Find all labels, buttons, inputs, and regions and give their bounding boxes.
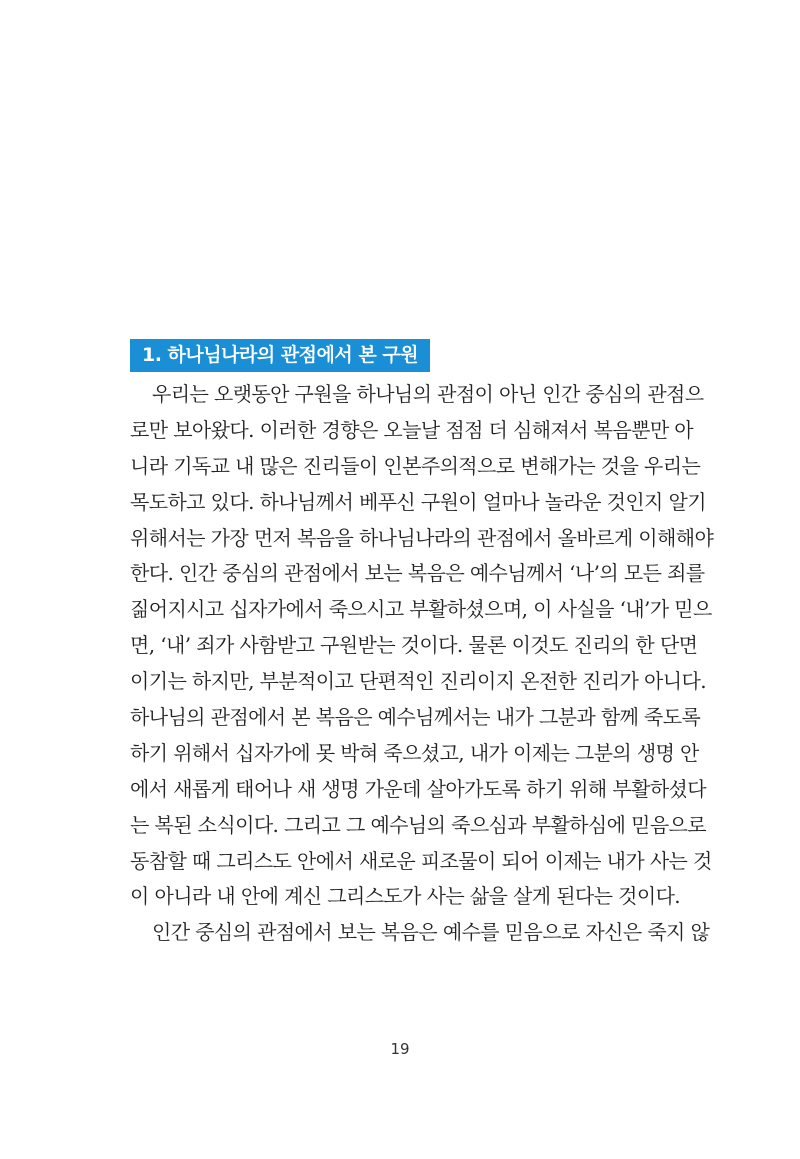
paragraph-line: 목도하고 있다. 하나님께서 베푸신 구원이 얼마나 놀라운 것인지 알기 [130, 489, 706, 514]
page-number: 19 [390, 1040, 410, 1058]
section-heading: 1. 하나님나라의 관점에서 본 구원 [130, 339, 430, 372]
paragraph-line: 이기는 하지만, 부분적이고 단편적인 진리이지 온전한 진리가 아니다. [130, 669, 706, 694]
paragraph-line: 에서 새롭게 태어나 새 생명 가운데 살아가도록 하기 위해 부활하셨다 [130, 776, 706, 801]
body-text [130, 377, 714, 951]
paragraph-line: 하기 위해서 십자가에 못 박혀 죽으셨고, 내가 이제는 그분의 생명 안 [130, 740, 699, 765]
paragraph-line: 는 복된 소식이다. 그리고 그 예수님의 죽으심과 부활하심에 믿음으로 [130, 812, 706, 837]
paragraph-line: 니라 기독교 내 많은 진리들이 인본주의적으로 변해가는 것을 우리는 [130, 453, 701, 478]
paragraph-line: 이 아니라 내 안에 계신 그리스도가 사는 삶을 살게 된다는 것이다. [130, 884, 681, 909]
paragraph-line: 우리는 오랫동안 구원을 하나님의 관점이 아닌 인간 중심의 관점으 [152, 382, 704, 406]
paragraph-line: 인간 중심의 관점에서 보는 복음은 예수를 믿음으로 자신은 죽지 않 [152, 920, 710, 945]
paragraph-line: 한다. 인간 중심의 관점에서 보는 복음은 예수님께서 ‘나’의 모든 죄를 [130, 561, 705, 586]
paragraph-line: 위해서는 가장 먼저 복음을 하나님나라의 관점에서 올바르게 이해해야 [130, 525, 714, 550]
paragraph-line: 면, ‘내’ 죄가 사함받고 구원받는 것이다. 물론 이것도 진리의 한 단면 [130, 633, 698, 658]
paragraph-line: 하나님의 관점에서 본 복음은 예수님께서는 내가 그분과 함께 죽도록 [130, 705, 701, 730]
paragraph-line: 동참할 때 그리스도 안에서 새로운 피조물이 되어 이제는 내가 사는 것 [130, 848, 712, 873]
paragraph-line: 짊어지시고 십자가에서 죽으시고 부활하셨으며, 이 사실을 ‘내’가 믿으 [130, 597, 712, 622]
paragraph-line: 로만 보아왔다. 이러한 경향은 오늘날 점점 더 심해져서 복음뿐만 아 [130, 417, 694, 442]
